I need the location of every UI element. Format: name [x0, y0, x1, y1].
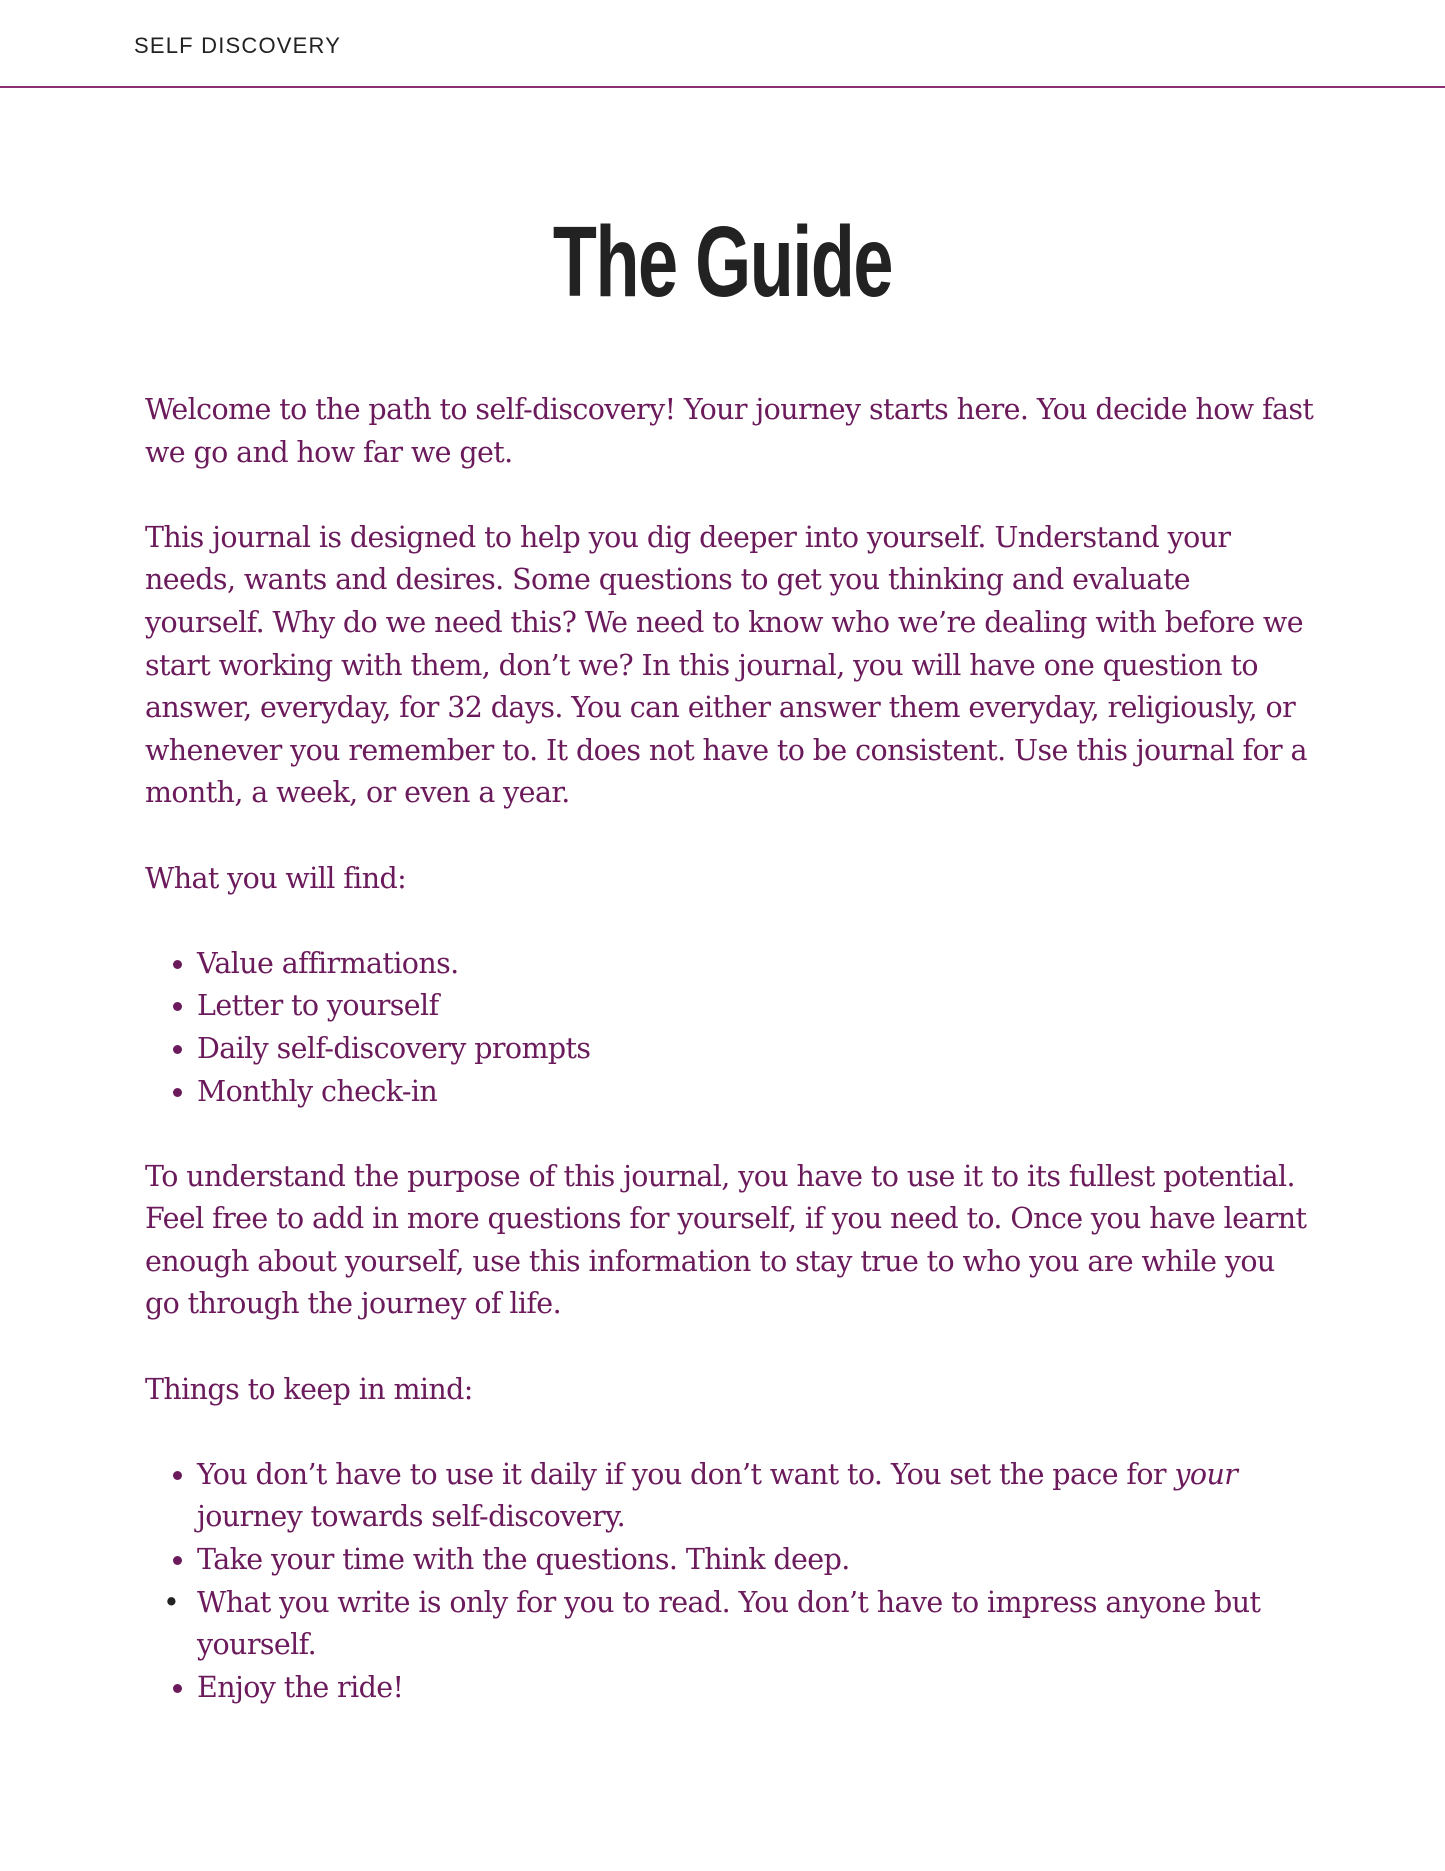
mind-heading: Things to keep in mind:: [145, 1372, 473, 1406]
purpose-paragraph: This journal is designed to help you dig deeper into yourself. Understand your needs, wants and desires. Some questions to get you thinking and evaluate yourself. Why do we need this? We need to know who we’re dealing with before we start working with them, don’t we? In this journal, you will have one question to answer, everyday, for 32 days. You can either answer them everyday, religiously, or whenever you remember to. It does not have to be consistent. Use this journal for a month, a week, or even a year.: [145, 520, 1307, 810]
list-item-text: You don’t have to use it daily if you don’t want to. You set the pace for: [197, 1457, 1175, 1491]
bullet-dot: •: [163, 1585, 180, 1619]
list-item-text: journey towards self-discovery.: [197, 1500, 626, 1534]
page-header: [0, 0, 1445, 88]
list-item: • Monthly check-in: [197, 1071, 1315, 1114]
list-item-emphasis: your: [1174, 1457, 1238, 1491]
list-item: [197, 1454, 1315, 1539]
list-item: • Daily self-discovery prompts: [197, 1028, 1315, 1071]
find-list: [145, 943, 1315, 1113]
page-title-text: The Guide: [552, 206, 893, 318]
list-item: • Value affirmations.: [197, 943, 1315, 986]
guide-content: [145, 389, 1315, 1752]
list-item: • What you write is only for you to read. You don’t have to impress anyone but yourself.: [197, 1582, 1315, 1667]
welcome-paragraph: Welcome to the path to self-discovery! Your journey starts here. You decide how fast we go and how far we get.: [145, 393, 1314, 469]
list-item: • Enjoy the ride!: [197, 1667, 1315, 1710]
find-heading: What you will find:: [145, 861, 407, 895]
page-title: [0, 205, 1445, 320]
list-item: • Take your time with the questions. Think deep.: [197, 1539, 1315, 1582]
header-label: SELF DISCOVERY: [134, 33, 342, 58]
understand-paragraph: To understand the purpose of this journal, you have to use it to its fullest potential. Feel free to add in more questions for yourself, if you need to. Once you have learnt enough about yourself, use this information to stay true to who you are while you go through the journey of life.: [145, 1159, 1307, 1321]
mind-list: [145, 1454, 1315, 1710]
list-item: • Letter to yourself: [197, 985, 1315, 1028]
